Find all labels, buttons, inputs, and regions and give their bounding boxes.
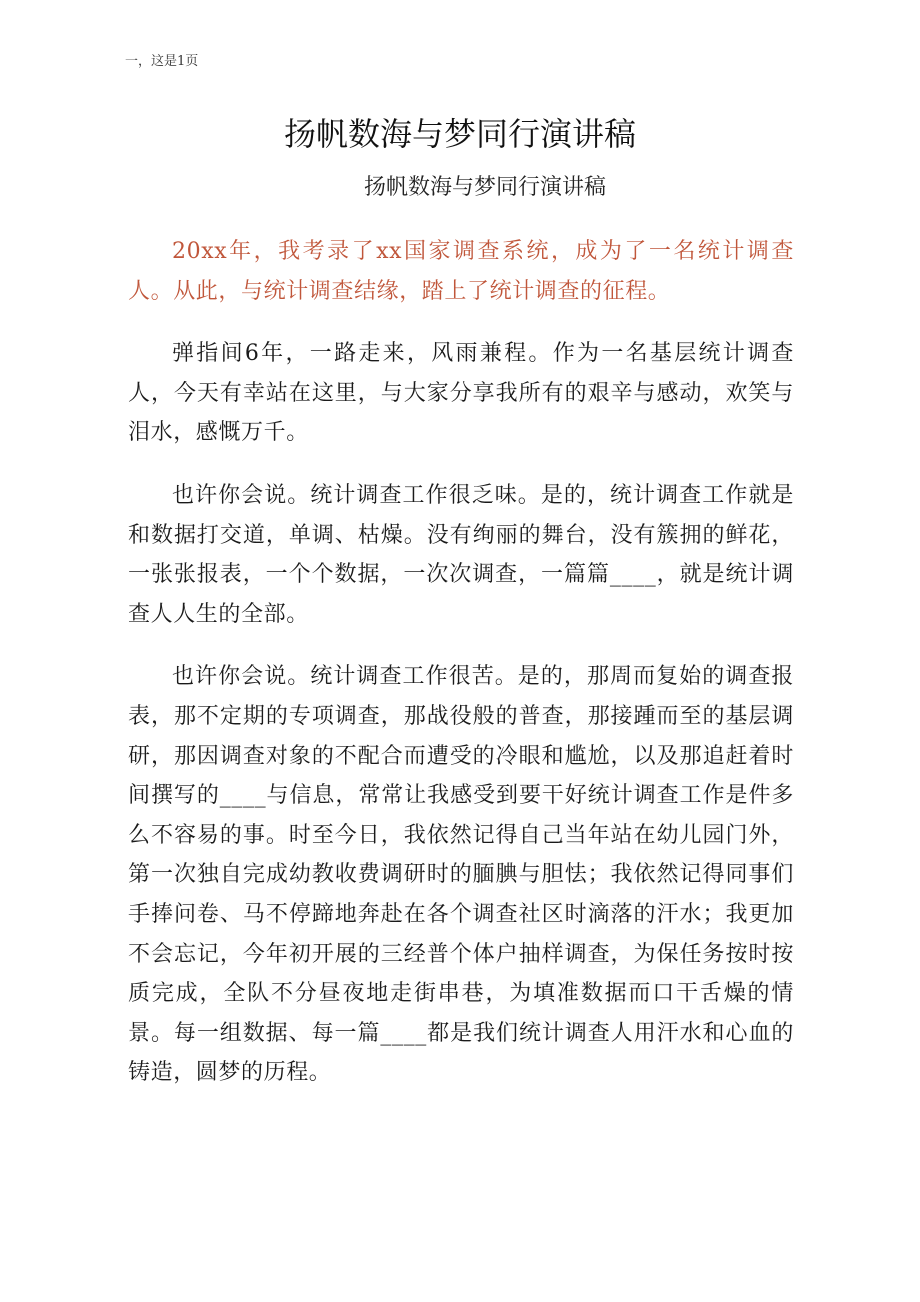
document-title: 扬帆数海与梦同行演讲稿: [283, 115, 636, 153]
document-body: [128, 232, 794, 1093]
paragraph-hard-work: 也许你会说。统计调查工作很苦。是的，那周而复始的调查报表，那不定期的专项调查，那战役般的普查，那接踵而至的基层调研，那因调查对象的不配合而遭受的冷眼和尴尬，以及那追赶着时间撰写的____与信息，常常让我感受到要干好统计调查工作是件多么不容易的事。时至今日，我依然记得自己当年站在幼儿园门外，第一次独自完成幼教收费调研时的腼腆与胆怯；我依然记得同事们手捧问卷、马不停蹄地奔赴在各个调查社区时滴落的汗水；我更加不会忘记，今年初开展的三经普个体户抽样调查，为保任务按时按质完成，全队不分昼夜地走街串巷，为填准数据而口干舌燥的情景。每一组数据、每一篇____都是我们统计调查人用汗水和心血的铸造，圆梦的历程。: [128, 664, 794, 1086]
paragraph-intro: 20xx年，我考录了xx国家调查系统，成为了一名统计调查人。从此，与统计调查结缘，踏上了统计调查的征程。: [128, 239, 794, 304]
paragraph-six-years: 弹指间6年，一路走来，风雨兼程。作为一名基层统计调查人，今天有幸站在这里，与大家分享我所有的艰辛与感动，欢笑与泪水，感慨万千。: [128, 341, 794, 446]
paragraph-boring-work: 也许你会说。统计调查工作很乏味。是的，统计调查工作就是和数据打交道，单调、枯燥。没有绚丽的舞台，没有簇拥的鲜花，一张张报表，一个个数据，一次次调查，一篇篇____，就是统计调查人人生的全部。: [128, 482, 794, 627]
document-subtitle: 扬帆数海与梦同行演讲稿: [363, 175, 606, 200]
page-header-label: 一，这是1页: [125, 54, 199, 69]
